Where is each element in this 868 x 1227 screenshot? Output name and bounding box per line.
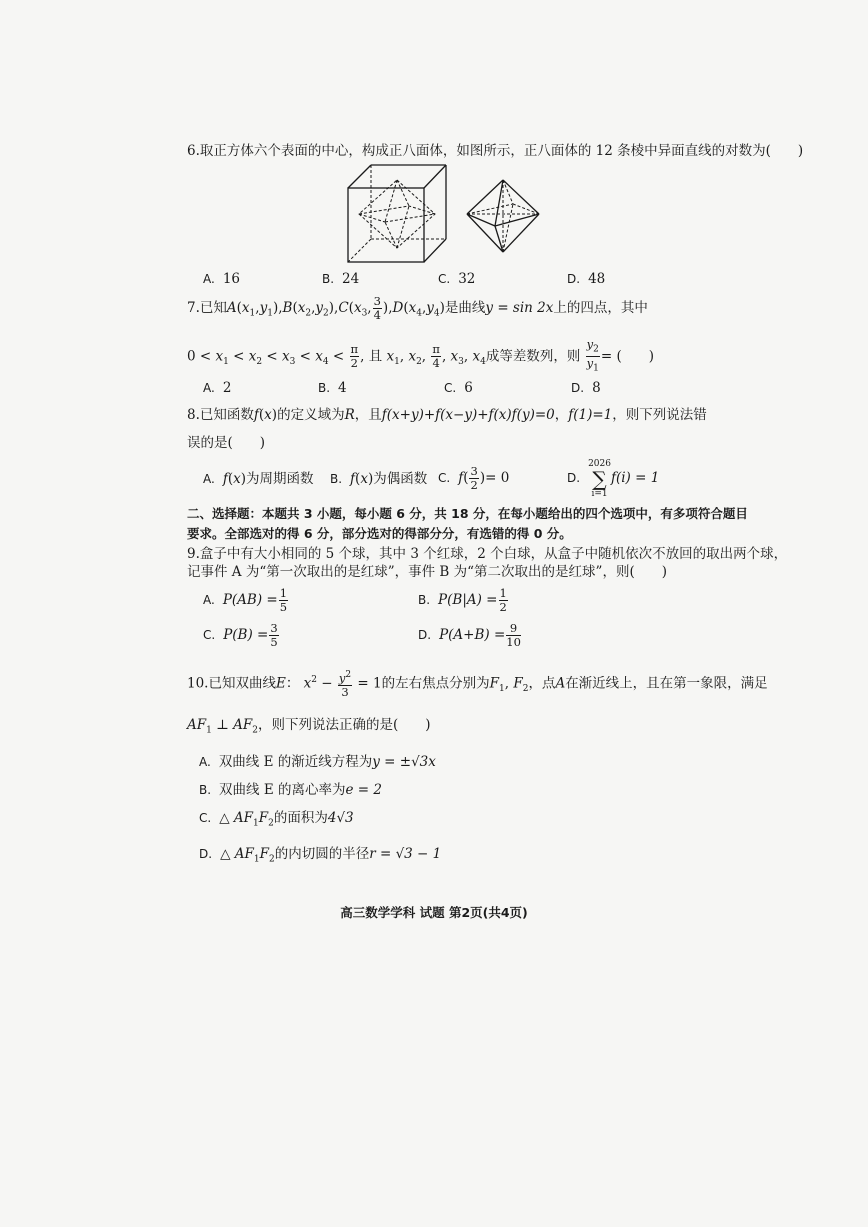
q8-option-b[interactable]: B. f(x)为偶函数 [330,471,428,487]
q9-option-a[interactable]: A. P(AB) = $\frac{1}{5}$ [203,586,288,614]
q10-option-b[interactable]: B. 双曲线 E 的离心率为e = 2 [199,782,382,798]
q8-option-a[interactable]: A. f(x)为周期函数 [203,471,314,487]
q9-option-d[interactable]: D. P(A+B) = $\frac{9}{10}$ [418,621,521,649]
section2-line2: 要求。全部选对的得 6 分，部分选对的得部分分，有选错的得 0 分。 [187,526,572,541]
q9-line1: 9.盒子中有大小相同的 5 个球，其中 3 个红球，2 个白球，从盒子中随机依次不放回的取出两个球， [187,546,788,562]
q7-option-a[interactable]: A. 2 [203,380,232,396]
q10-option-d[interactable]: D. △ $AF_1F_2$的内切圆的半径r = √3 − 1 [199,846,442,865]
q10-line2: $AF_1$ ⊥ $AF_2$，则下列说法正确的是( ) [187,717,431,736]
q9-option-b[interactable]: B. P(B|A) = $\frac{1}{2}$ [418,586,507,614]
q7-option-b[interactable]: B. 4 [318,380,347,396]
frac-3-4: $\frac{3}{4}$ [373,294,381,322]
q7-line1: 7.已知$A(x_1,y_1),B(x_2,y_2),C(x_3$, $\frac{3}{4}$ )$,D(x_4,y_4)$是曲线y = sin 2x上的四点，其中 [187,294,648,322]
summation-symbol: 2026 ∑ i=1 [588,458,611,499]
q6-option-b[interactable]: B. 24 [322,271,360,287]
q10-option-c[interactable]: C. △ $AF_1F_2$的面积为4√3 [199,810,354,829]
octahedron-figure [463,176,543,256]
q10-line1: 10.已知双曲线E： $x^2$ − $\frac{y^2}{3}$ = 1的左右焦点分别为$F_1$, $F_2$，点A在渐近线上，且在第一象限，满足 [187,670,768,699]
q7-line2: $0 < x_1 < x_2 < x_3 < x_4$ < $\frac{\pi}{2}$ , 且 $x_1$, $x_2$, $\frac{\pi}{4}$ , $x_3$, $x_4$成等差数列，则 $\frac{y_2}{y_1}$ = ( ) [187,337,655,374]
q7-option-d[interactable]: D. 8 [571,380,601,396]
page-footer: 高三数学学科 试题 第2页(共4页) [340,905,528,920]
cube-octahedron-figure [345,162,449,266]
section2-line1: 二、选择题：本题共 3 小题，每小题 6 分，共 18 分，在每小题给出的四个选项中，有多项符合题目 [187,506,748,521]
q6-stem: 6.取正方体六个表面的中心，构成正八面体，如图所示，正八面体的 12 条棱中异面直线的对数为( ) [187,143,804,159]
q8-line2: 误的是( ) [187,435,266,451]
q8-option-d[interactable]: D.2026 ∑ i=1f(i) = 1 [567,458,660,499]
q6-option-a[interactable]: A. 16 [203,271,240,287]
q7-option-c[interactable]: C. 6 [444,380,473,396]
q6-option-d[interactable]: D. 48 [567,271,606,287]
q10-option-a[interactable]: A. 双曲线 E 的渐近线方程为y = ±√3x [199,754,436,770]
q8-line1: 8.已知函数f(x)的定义域为R，且f(x+y)+f(x−y)+f(x)f(y)=0，f(1)=1，则下列说法错 [187,407,707,423]
q6-option-c[interactable]: C. 32 [438,271,476,287]
q9-option-c[interactable]: C. P(B) = $\frac{3}{5}$ [203,621,278,649]
q9-line2: 记事件 A 为“第一次取出的是红球”，事件 B 为“第二次取出的是红球”，则( ) [187,564,667,580]
q8-option-c[interactable]: C. f( $\frac{3}{2}$ )= 0 [438,464,510,492]
